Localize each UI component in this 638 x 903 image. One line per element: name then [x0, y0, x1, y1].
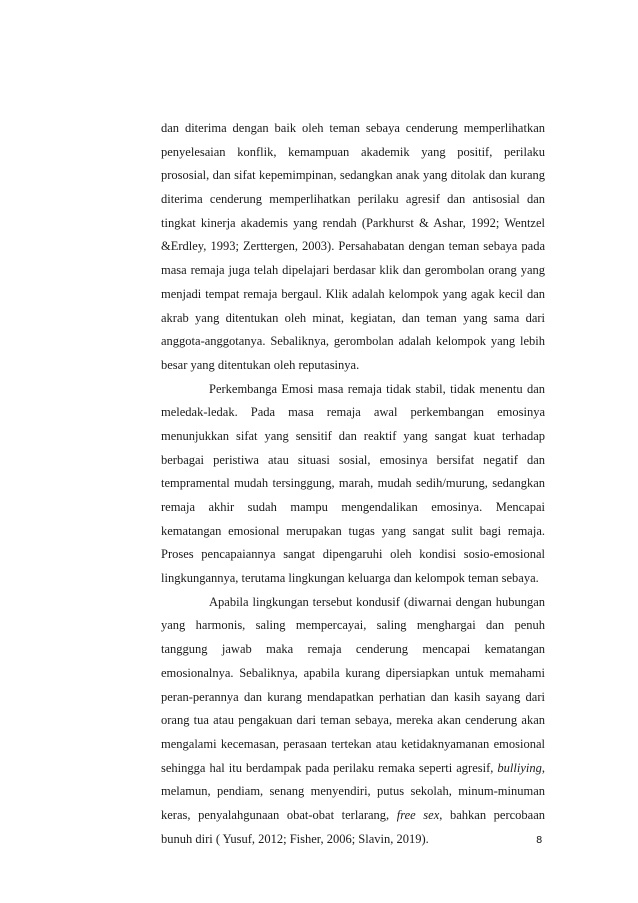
- text-line: diterima cenderung memperlihatkan perilaku agresif dan antisosial dan: [161, 192, 545, 207]
- italic-term-free-sex: free sex: [396, 807, 440, 822]
- text-segment: keras, penyalahgunaan obat-obat terlarang,: [161, 807, 397, 822]
- text-line: besar yang ditentukan oleh reputasinya.: [161, 357, 360, 372]
- text-line: menunjukkan sifat yang sensitif dan reaktif yang sangat kuat terhadap: [161, 428, 545, 443]
- text-line: tanggung jawab maka remaja cenderung mencapai kematangan: [161, 642, 545, 657]
- text-segment: , bahkan percobaan: [439, 807, 545, 822]
- text-line: kematangan emosional merupakan tugas yang sangat sulit bagi remaja.: [161, 523, 545, 538]
- text-line: orang tua atau pengakuan dari teman sebaya, mereka akan cenderung akan: [161, 713, 545, 728]
- paragraph-start-line: Perkembanga Emosi masa remaja tidak stabil, tidak menentu dan: [209, 381, 545, 396]
- text-line: remaja akhir sudah mampu mengendalikan emosinya. Mencapai: [161, 500, 545, 514]
- text-line: [161, 757, 545, 781]
- body-text: [161, 117, 545, 851]
- text-line: tingkat kinerja akademis yang rendah (Parkhurst & Ashar, 1992; Wentzel: [161, 215, 545, 230]
- text-line: berbagai peristiwa atau situasi sosial, emosinya bersifat negatif dan: [161, 452, 545, 467]
- text-line: yang harmonis, saling mempercayai, saling menghargai dan penuh: [161, 618, 545, 633]
- text-line: meledak-ledak. Pada masa remaja awal perkembangan emosinya: [161, 405, 545, 420]
- text-line: penyelesaian konflik, kemampuan akademik yang positif, perilaku: [161, 144, 545, 159]
- text-segment: ,: [541, 760, 545, 775]
- text-segment: sehingga hal itu berdampak pada perilaku remaka seperti agresif,: [161, 760, 498, 775]
- text-line: anggota-anggotanya. Sebaliknya, gerombolan adalah kelompok yang lebih: [161, 334, 545, 349]
- page-number: 8: [536, 835, 543, 846]
- text-line: peran-perannya dan kurang mendapatkan perhatian dan kasih sayang dari: [161, 689, 545, 704]
- text-line: mengalami kecemasan, perasaan tertekan atau ketidaknyamanan emosional: [161, 736, 545, 751]
- text-line: tempramental mudah tersinggung, marah, mudah sedih/murung, sedangkan: [161, 476, 545, 491]
- text-line: dan diterima dengan baik oleh teman sebaya cenderung memperlihatkan: [161, 121, 545, 135]
- paragraph-start-line: Apabila lingkungan tersebut kondusif (diwarnai dengan hubungan: [209, 594, 545, 609]
- text-line: masa remaja juga telah dipelajari berdasar klik dan gerombolan orang yang: [161, 263, 545, 278]
- text-line: melamun, pendiam, senang menyendiri, putus sekolah, minum-minuman: [161, 784, 545, 799]
- text-line: emosionalnya. Sebaliknya, apabila kurang dipersiapkan untuk memahami: [161, 665, 545, 680]
- text-line: menjadi tempat remaja bergaul. Klik adalah kelompok yang agak kecil dan: [161, 286, 545, 301]
- italic-term-bulliying: bulliying: [497, 760, 542, 775]
- text-line: [161, 804, 545, 828]
- text-line: akrab yang ditentukan oleh minat, kegiatan, dan teman yang sama dari: [161, 310, 545, 325]
- text-line: lingkungannya, terutama lingkungan keluarga dan kelompok teman sebaya.: [161, 571, 539, 586]
- text-line: &Erdley, 1993; Zerttergen, 2003). Persahabatan dengan teman sebaya pada: [161, 239, 545, 254]
- text-line: prososial, dan sifat kepemimpinan, sedangkan anak yang ditolak dan kurang: [161, 168, 545, 183]
- text-line: Proses pencapaiannya sangat dipengaruhi oleh kondisi sosio-emosional: [161, 547, 545, 562]
- text-line: bunuh diri ( Yusuf, 2012; Fisher, 2006; Slavin, 2019).: [161, 831, 429, 846]
